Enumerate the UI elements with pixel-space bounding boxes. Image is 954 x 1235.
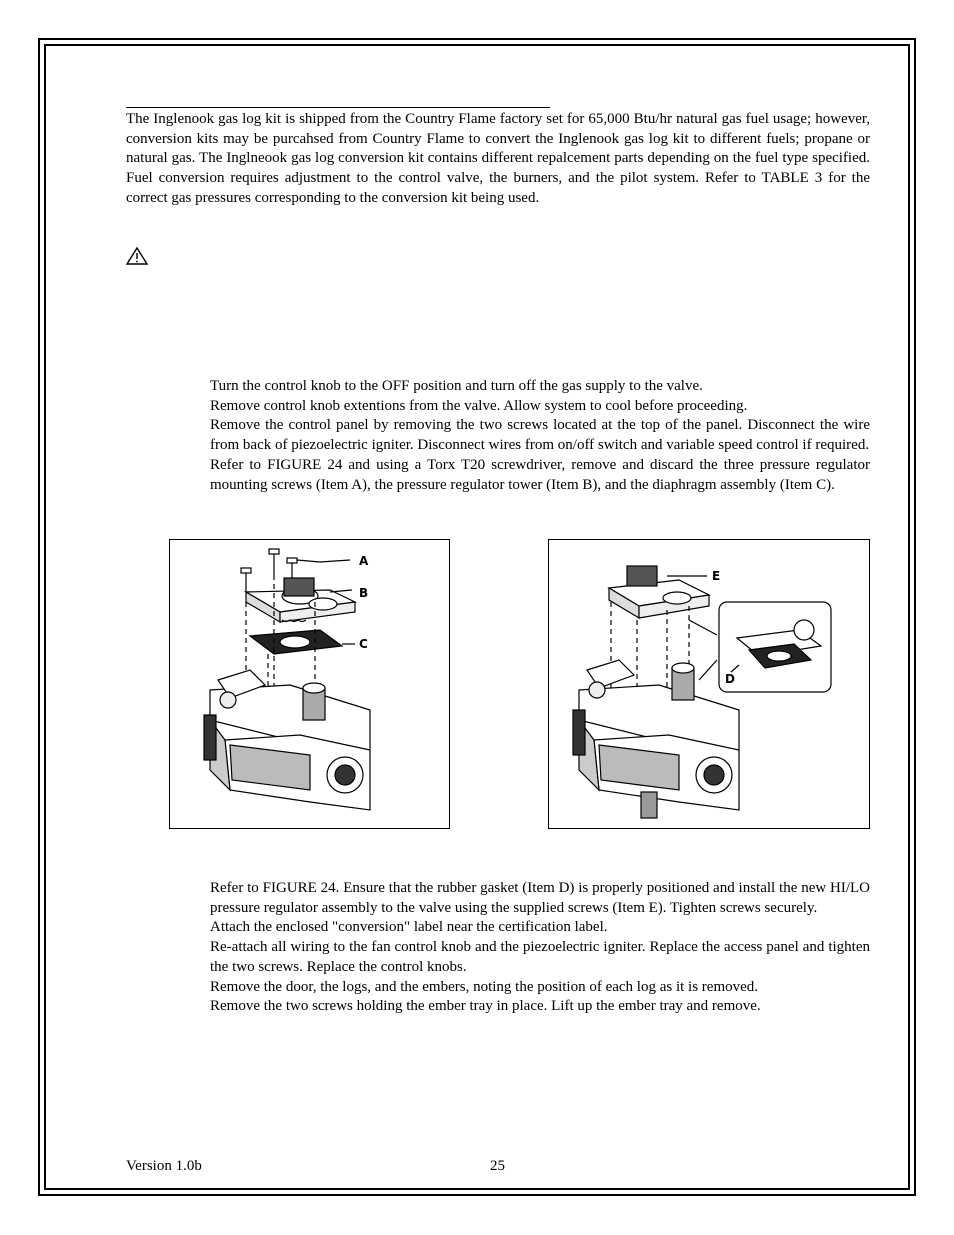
callout-c: C (359, 637, 368, 651)
step-item: Remove the door, the logs, and the embers, noting the position of each log as it is removed. (210, 978, 759, 995)
step-item: Remove the control panel by removing the two screws located at the top of the panel. Disconnect the wire from back of piezoelectric igniter. Disconnect wires from on/off switch and variable speed control if required. (210, 417, 870, 454)
footer-version: Version 1.0b (126, 1158, 202, 1174)
warning-triangle-icon (126, 247, 148, 265)
step-item: Remove control knob extentions from the valve. Allow system to cool before proceeding. (210, 397, 748, 414)
valve-disassembly-illustration (170, 540, 448, 827)
callout-e: E (712, 569, 721, 583)
regulator-installation-illustration (549, 540, 868, 827)
procedure-steps-part2 (210, 879, 870, 1017)
step-item: Refer to FIGURE 24 and using a Torx T20 screwdriver, remove and discard the three pressure regulator mounting screws (Item A), the pressure regulator tower (Item B), and the diaphragm assembly (Item C). (210, 456, 870, 493)
figure-valve-disassembly (169, 539, 450, 829)
callout-a: A (359, 554, 369, 568)
intro-paragraph: The Inglenook gas log kit is shipped from the Country Flame factory set for 65,000 Btu/hr natural gas fuel usage; however, conversion kits may be purcahsed from Country Flame to convert the Inglenook gas log kit to different fuels; propane or natural gas. The Inglneook gas log conversion kit contains different repalcement parts depending on the fuel type specified. Fuel conversion requires adjustment to the control valve, the burners, and the pilot system. Refer to TABLE 3 for the correct gas pressures corresponding to the conversion kit being used. (126, 111, 870, 206)
callout-d: D (725, 672, 735, 686)
page-number: 25 (490, 1158, 505, 1174)
figure-regulator-installation (548, 539, 870, 829)
step-item: Re-attach all wiring to the fan control knob and the piezoelectric igniter. Replace the access panel and tighten the two screws. Replace the control knobs. (210, 939, 870, 975)
step-item: Turn the control knob to the OFF position and turn off the gas supply to the valve. (210, 378, 703, 394)
procedure-steps-part1 (210, 377, 870, 495)
step-item: Refer to FIGURE 24. Ensure that the rubber gasket (Item D) is properly positioned and install the new HI/LO pressure regulator assembly to the valve using the supplied screws (Item E). Tighten screws securely. (210, 880, 870, 916)
heading-underline (126, 107, 550, 108)
callout-b: B (359, 586, 369, 600)
step-item: Remove the two screws holding the ember tray in place. Lift up the ember tray and remove. (210, 998, 761, 1015)
step-item: Attach the enclosed "conversion" label near the certification label. (210, 919, 608, 936)
